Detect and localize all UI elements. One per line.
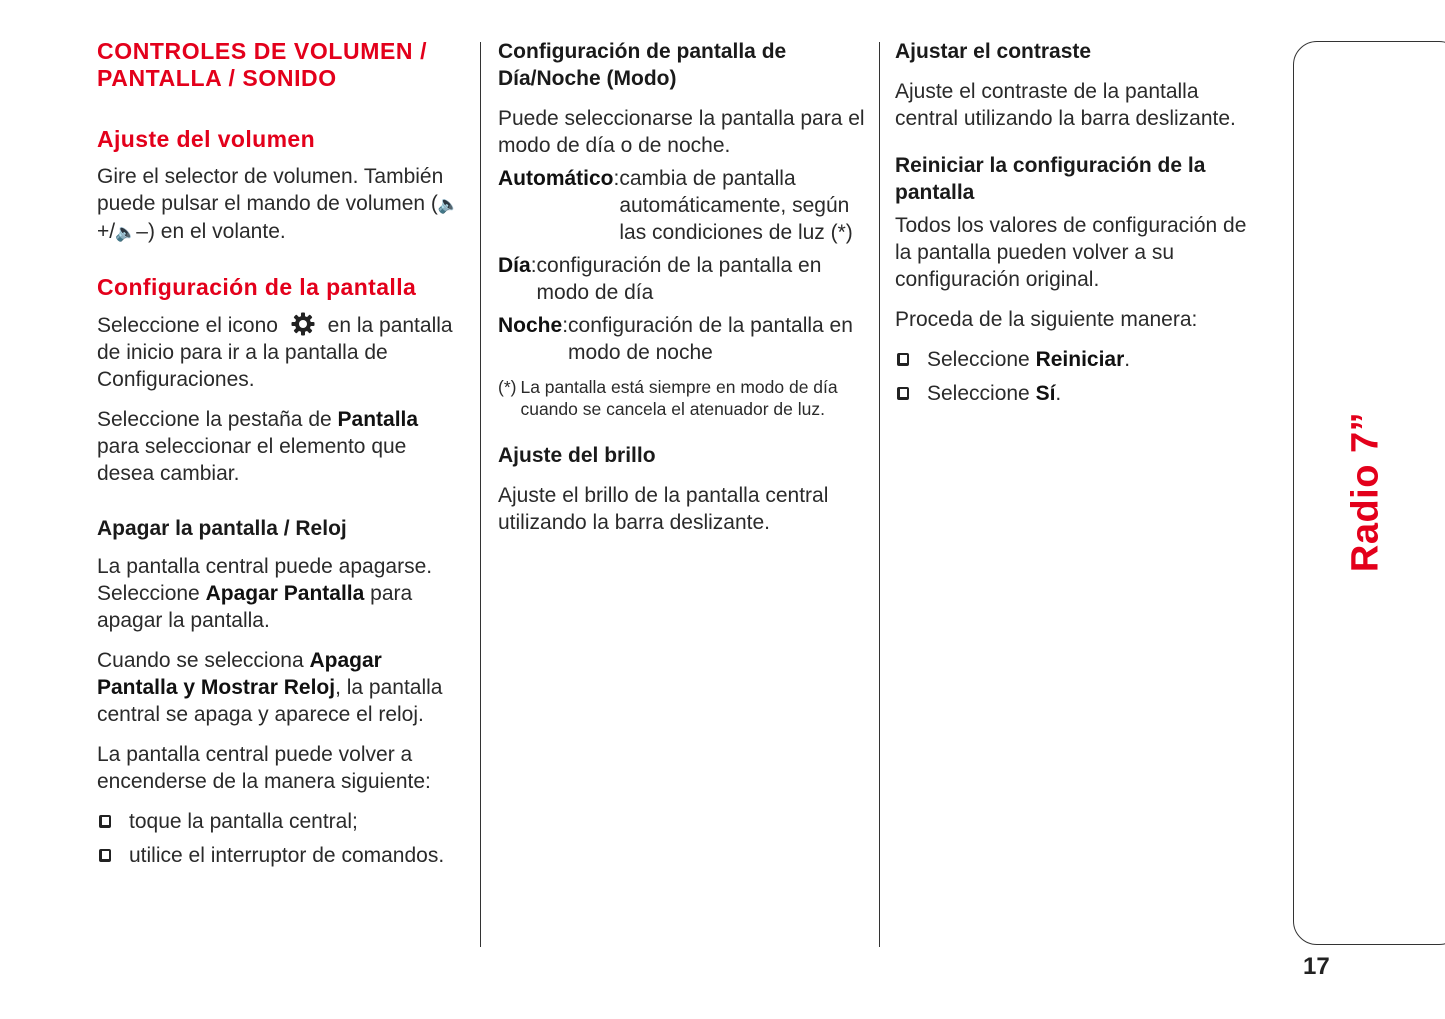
section-heading: CONTROLES DE VOLUMEN / PANTALLA / SONIDO (97, 38, 428, 91)
list-item: Seleccione Reiniciar. (895, 346, 1265, 373)
brightness-heading: Ajuste del brillo (498, 444, 656, 467)
contrast-heading: Ajustar el contraste (895, 40, 1092, 63)
screen-config-heading: Configuración de la pantalla (97, 274, 417, 300)
screen-off-text: La pantalla central puede apagarse. Seleccione Apagar Pantalla para apagar la pantalla. (97, 555, 433, 632)
reset-heading: Reiniciar la configuración de la pantalla (895, 154, 1206, 204)
mode-list (498, 165, 866, 366)
column-divider (480, 42, 481, 947)
list-item: Seleccione Sí. (895, 380, 1265, 407)
mode-auto: Automático: cambia de pantalla automáticamente, según las condiciones de luz (*) (498, 167, 853, 244)
checkbox-bullet-icon (99, 815, 111, 828)
mode-night: Noche: configuración de la pantalla en modo de noche (498, 314, 853, 364)
column-3 (895, 38, 1265, 414)
checkbox-bullet-icon (897, 387, 909, 400)
reset-procedure: Proceda de la siguiente manera: (895, 308, 1198, 331)
reset-text: Todos los valores de configuración de la pantalla pueden volver a su configuración original. (895, 214, 1247, 291)
chapter-label: Radio 7” (1344, 411, 1387, 573)
column-1 (97, 38, 462, 876)
list-item: utilice el interruptor de comandos. (97, 842, 462, 869)
screen-tab-text: Seleccione la pestaña de Pantalla para seleccionar el elemento que desea cambiar. (97, 408, 419, 485)
screen-config-text: Seleccione el icono en la pantalla de inicio para ir a la pantalla de Configuraciones. (97, 311, 462, 393)
brightness-text: Ajuste el brillo de la pantalla central utilizando la barra deslizante. (498, 484, 829, 534)
screen-on-text: La pantalla central puede volver a encenderse de la manera siguiente: (97, 743, 431, 793)
checkbox-bullet-icon (99, 849, 111, 862)
mode-day: Día: configuración de la pantalla en modo de día (498, 254, 822, 304)
gear-icon (290, 311, 316, 337)
volume-text: Gire el selector de volumen. También puede pulsar el mando de volumen (🔈+/🔈–) en el volante. (97, 163, 462, 246)
clock-text: Cuando se selecciona Apagar Pantalla y Mostrar Reloj, la pantalla central se apaga y aparece el reloj. (97, 649, 443, 726)
screen-off-heading: Apagar la pantalla / Reloj (97, 517, 347, 540)
column-divider (879, 42, 880, 947)
column-2 (498, 38, 866, 549)
day-night-intro: Puede seleccionarse la pantalla para el modo de día o de noche. (498, 107, 865, 157)
day-night-heading: Configuración de pantalla de Día/Noche (Modo) (498, 40, 787, 90)
speaker-icon: 🔈 (115, 223, 137, 242)
page-number: 17 (1303, 953, 1330, 980)
speaker-icon: 🔈 (437, 195, 460, 214)
list-item: toque la pantalla central; (97, 808, 462, 835)
footnote: (*) La pantalla está siempre en modo de día cuando se cancela el atenuador de luz. (498, 377, 838, 419)
volume-heading: Ajuste del volumen (97, 126, 316, 152)
checkbox-bullet-icon (897, 353, 909, 366)
contrast-text: Ajuste el contraste de la pantalla central utilizando la barra deslizante. (895, 80, 1236, 130)
